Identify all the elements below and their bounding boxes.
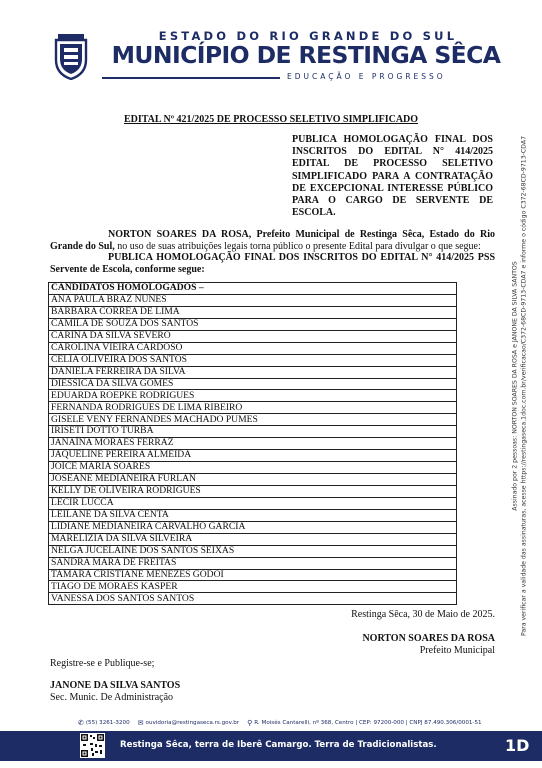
mayor-name: NORTON SOARES DA ROSA [362, 633, 495, 644]
mail-icon: ✉ [137, 719, 144, 727]
candidate-name-cell: TIAGO DE MORAES KASPER [49, 581, 457, 593]
phone-icon: ✆ [78, 719, 84, 727]
municipality-title: MUNICÍPIO DE RESTINGA SÊCA [111, 41, 501, 69]
candidate-name-cell: LIDIANE MEDIANEIRA CARVALHO GARCIA [49, 521, 457, 533]
edital-summary: PUBLICA HOMOLOGAÇÃO FINAL DOS INSCRITOS DO EDITAL N° 414/2025 EDITAL DE PROCESSO SELETIVO SIMPLIFICADO PARA A CONTRATAÇÃO DE EXCEPCIONAL INTERESSE PÚBLICO PARA O CARGO DE SERVENTE DE ESCOLA. [292, 134, 493, 219]
postal-address: R. Moisés Cantarelli, nº 368, Centro | CEP: 97200-000 | CNPJ 87.490.306/0001-51 [254, 720, 482, 726]
email-contact[interactable] [138, 719, 239, 727]
candidate-name-cell: CAROLINA VIEIRA CARDOSO [49, 342, 457, 354]
table-row [49, 450, 457, 462]
phone-number: (55) 3261-3200 [85, 720, 130, 726]
table-row [49, 545, 457, 557]
1doc-logo: 1D [505, 734, 529, 758]
table-row [49, 342, 457, 354]
candidate-name-cell: LECIR LUCCA [49, 497, 457, 509]
location-pin-icon: ⚲ [247, 719, 253, 727]
table-row [49, 462, 457, 474]
table-row [49, 521, 457, 533]
table-header-row [49, 283, 457, 295]
candidate-name-cell: NELGA JUCELAINE DOS SANTOS SEIXAS [49, 545, 457, 557]
registre-publique-text: Registre-se e Publique-se; [50, 658, 155, 669]
candidate-name-cell: ANA PAULA BRAZ NUNES [49, 294, 457, 306]
candidate-name-cell: MARELIZIA DA SILVA SILVEIRA [49, 533, 457, 545]
publication-paragraph: PUBLICA HOMOLOGAÇÃO FINAL DOS INSCRITOS DO EDITAL N° 414/2025 PSS Servente de Escola, conforme segue: [50, 252, 495, 276]
candidate-name-cell: JOSEANE MEDIANEIRA FURLAN [49, 474, 457, 486]
secretary-role: Sec. Munic. De Administração [50, 692, 174, 703]
table-row [49, 402, 457, 414]
intro-bold-text: NORTON SOARES DA ROSA, Prefeito Municipal de Restinga Sêca, Estado do Rio Grande do Sul, [50, 229, 495, 253]
table-row [49, 485, 457, 497]
address-contact [247, 719, 481, 727]
table-row [49, 306, 457, 318]
candidates-table [48, 282, 457, 605]
header-divider [102, 77, 280, 79]
date-line: Restinga Sêca, 30 de Maio de 2025. [351, 609, 495, 620]
table-header-cell: CANDIDATOS HOMOLOGADOS – [49, 283, 457, 295]
table-row [49, 557, 457, 569]
candidate-name-cell: JANAÍNA MORAES FERRAZ [49, 438, 457, 450]
table-row [49, 497, 457, 509]
signers-line: Assinado por 2 pessoas: NORTON SOARES DA ROSA e JANONE DA SILVA SANTOS [511, 261, 519, 511]
table-row [49, 509, 457, 521]
qr-code-icon[interactable] [80, 733, 105, 758]
mayor-role: Prefeito Municipal [419, 645, 495, 656]
table-row [49, 390, 457, 402]
table-row [49, 330, 457, 342]
table-row [49, 533, 457, 545]
table-row [49, 438, 457, 450]
candidate-name-cell: BARBARA CORREA DE LIMA [49, 306, 457, 318]
table-row [49, 318, 457, 330]
contact-strip [78, 719, 498, 727]
intro-rest-text: no uso de suas atribuições legais torna público o presente Edital para divulgar o que segue: [114, 241, 481, 253]
candidate-name-cell: DIESSICA DA SILVA GOMES [49, 378, 457, 390]
table-row [49, 378, 457, 390]
candidate-name-cell: IRISETI DOTTO TURBA [49, 426, 457, 438]
candidate-name-cell: JAQUELINE PEREIRA ALMEIDA [49, 450, 457, 462]
header-tagline: EDUCAÇÃO E PROGRESSO [287, 72, 446, 81]
phone-contact[interactable] [78, 719, 130, 727]
municipal-crest-icon [52, 34, 90, 80]
table-row [49, 354, 457, 366]
candidate-name-cell: DANIELA FERREIRA DA SILVA [49, 366, 457, 378]
table-row [49, 294, 457, 306]
email-address: ouvidoria@restingaseca.rs.gov.br [145, 720, 240, 726]
candidate-name-cell: FERNANDA RODRIGUES DE LIMA RIBEIRO [49, 402, 457, 414]
candidate-name-cell: SANDRA MARA DE FREITAS [49, 557, 457, 569]
verification-line[interactable]: Para verificar a validade das assinaturas, acesse https://restingaseca.1doc.com.br/verificacao/C372-68CD-9713-CDA7 e informe o código C372-68CD-9713-CDA7 [520, 135, 527, 637]
candidate-name-cell: CARINA DA SILVA SEVERO [49, 330, 457, 342]
candidate-name-cell: CELIA OLIVEIRA DOS SANTOS [49, 354, 457, 366]
candidate-name-cell: CAMILA DE SOUZA DOS SANTOS [49, 318, 457, 330]
table-row [49, 569, 457, 581]
candidate-name-cell: KELLY DE OLIVEIRA RODRIGUES [49, 485, 457, 497]
candidate-name-cell: EDUARDA ROEPKE RODRIGUES [49, 390, 457, 402]
footer-slogan: Restinga Sêca, terra de Iberê Camargo. Terra de Tradicionalistas. [120, 740, 437, 750]
candidate-name-cell: VANESSA DOS SANTOS SANTOS [49, 593, 457, 605]
candidate-name-cell: LEILANE DA SILVA CENTA [49, 509, 457, 521]
table-row [49, 414, 457, 426]
table-row [49, 366, 457, 378]
edital-title: EDITAL Nº 421/2025 DE PROCESSO SELETIVO SIMPLIFICADO [123, 114, 419, 125]
secretary-name: JANONE DA SILVA SANTOS [50, 680, 181, 691]
table-row [49, 474, 457, 486]
state-heading: ESTADO DO RIO GRANDE DO SUL [158, 29, 458, 43]
intro-paragraph [50, 229, 495, 253]
candidate-name-cell: GISELE VENY FERNANDES MACHADO PUMES [49, 414, 457, 426]
table-row [49, 581, 457, 593]
candidate-name-cell: JOICE MARIA SOARES [49, 462, 457, 474]
table-row [49, 426, 457, 438]
candidate-name-cell: TAMARA CRISTIANE MENEZES GODOI [49, 569, 457, 581]
table-row [49, 593, 457, 605]
